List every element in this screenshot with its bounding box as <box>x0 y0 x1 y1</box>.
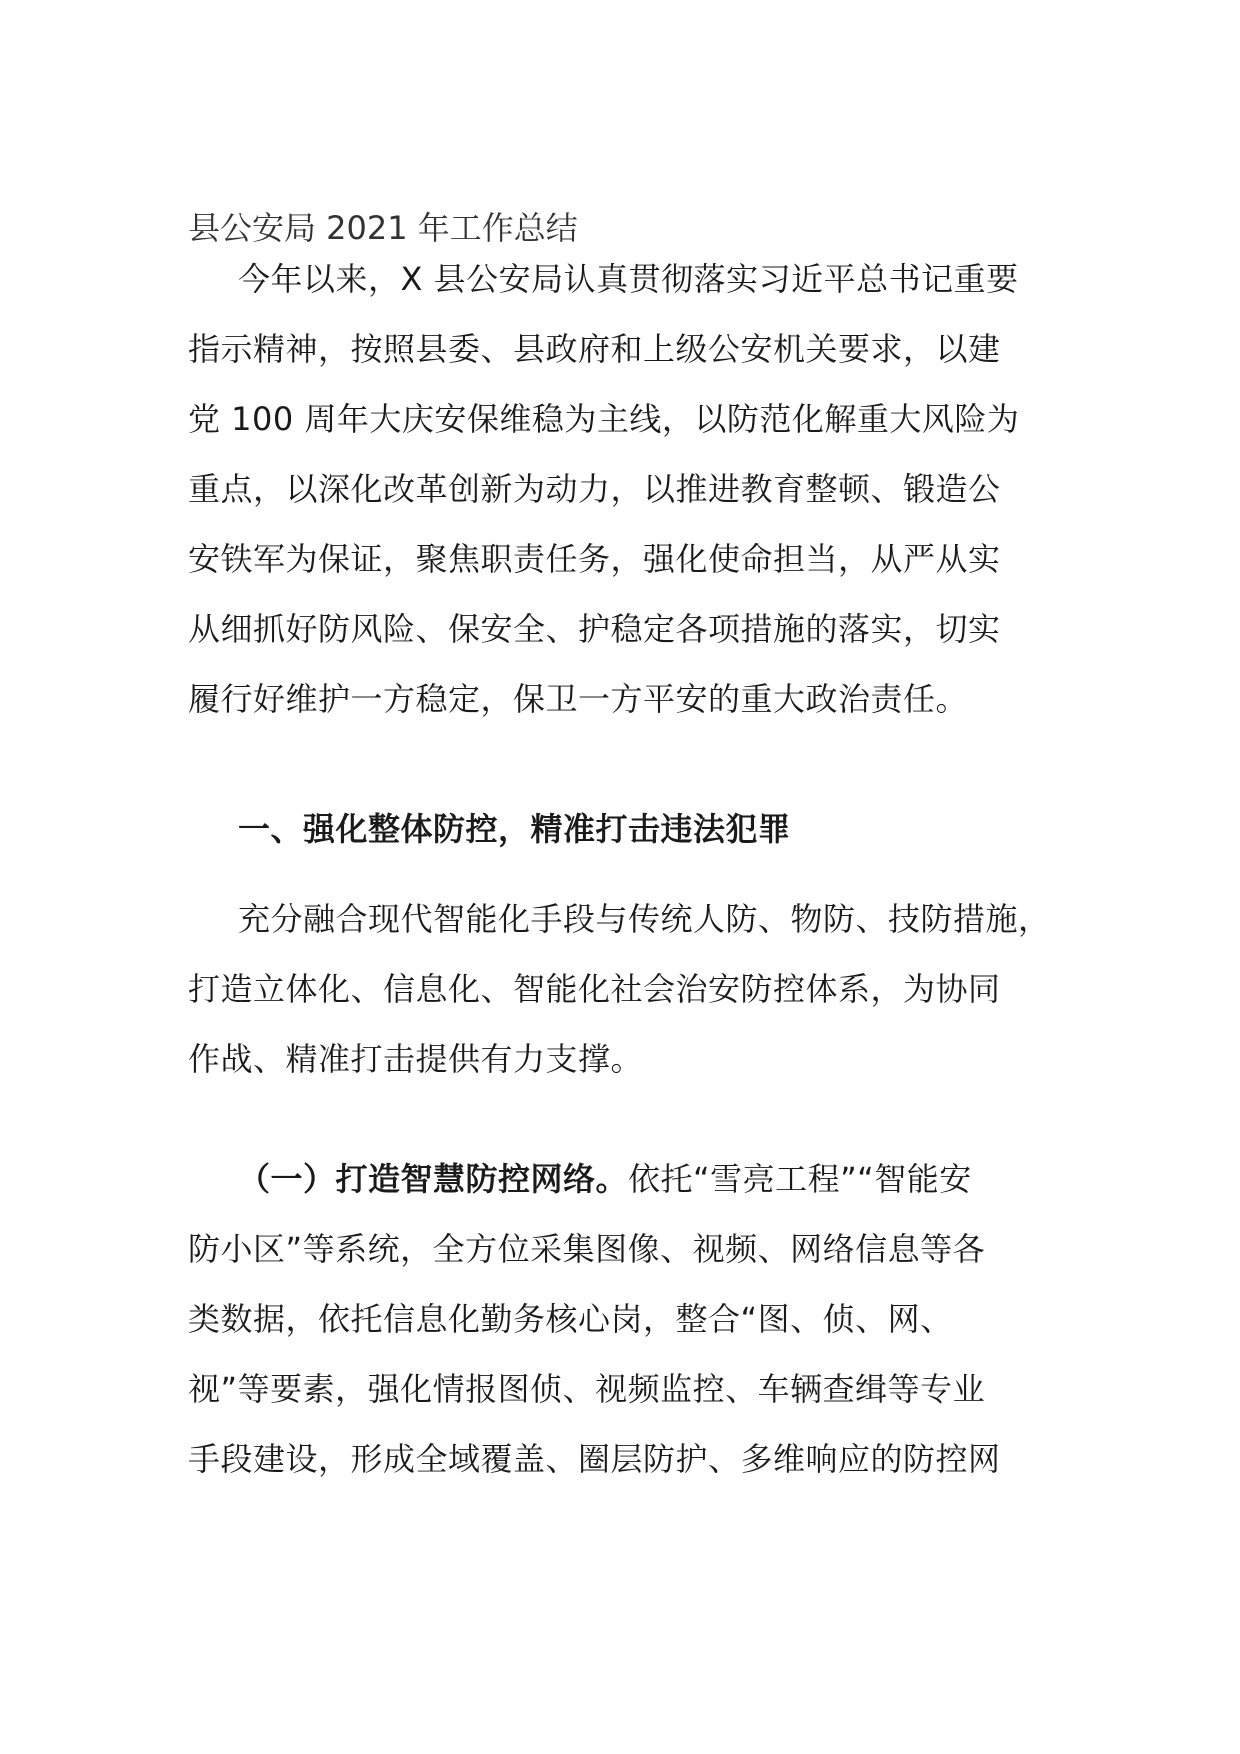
section-1-heading-block <box>188 794 1068 864</box>
intro-line: 从细抓好防风险、保安全、护稳定各项措施的落实，切实 <box>188 610 1001 648</box>
subsection-1-first-line <box>188 1144 1068 1214</box>
section-1-line: 作战、精准打击提供有力支撑。 <box>188 1040 644 1078</box>
subsection-1-first-line-text: 依托“雪亮工程”“智能安 <box>628 1160 972 1198</box>
subsection-1-line: 手段建设，形成全域覆盖、圈层防护、多维响应的防控网 <box>188 1440 1001 1478</box>
section-heading: 一、强化整体防控，精准打击违法犯罪 <box>238 810 791 848</box>
intro-line: 党 100 周年大庆安保维稳为主线，以防范化解重大风险为 <box>188 400 1020 438</box>
intro-line: 履行好维护一方稳定，保卫一方平安的重大政治责任。 <box>188 680 969 718</box>
subsection-heading: （一）打造智慧防控网络。 <box>238 1160 629 1198</box>
document-title: 县公安局 2021 年工作总结 <box>188 209 578 247</box>
subsection-1-line: 防小区”等系统，全方位采集图像、视频、网络信息等各 <box>188 1230 986 1268</box>
intro-line: 指示精神，按照县委、县政府和上级公安机关要求，以建 <box>188 330 1001 368</box>
subsection-1-line: 视”等要素，强化情报图侦、视频监控、车辆查缉等专业 <box>188 1370 986 1408</box>
section-1-paragraph <box>188 884 1068 1094</box>
intro-line: 今年以来，X 县公安局认真贯彻落实习近平总书记重要 <box>238 260 1019 298</box>
intro-line: 安铁军为保证，聚焦职责任务，强化使命担当，从严从实 <box>188 540 1001 578</box>
subsection-1-paragraph <box>188 1144 1068 1494</box>
section-1-line: 打造立体化、信息化、智能化社会治安防控体系，为协同 <box>188 970 1001 1008</box>
intro-line: 重点，以深化改革创新为动力，以推进教育整顿、锻造公 <box>188 470 1001 508</box>
section-1-line: 充分融合现代智能化手段与传统人防、物防、技防措施， <box>238 900 1051 938</box>
intro-paragraph <box>188 244 1068 734</box>
subsection-1-line: 类数据，依托信息化勤务核心岗，整合“图、侦、网、 <box>188 1300 953 1338</box>
